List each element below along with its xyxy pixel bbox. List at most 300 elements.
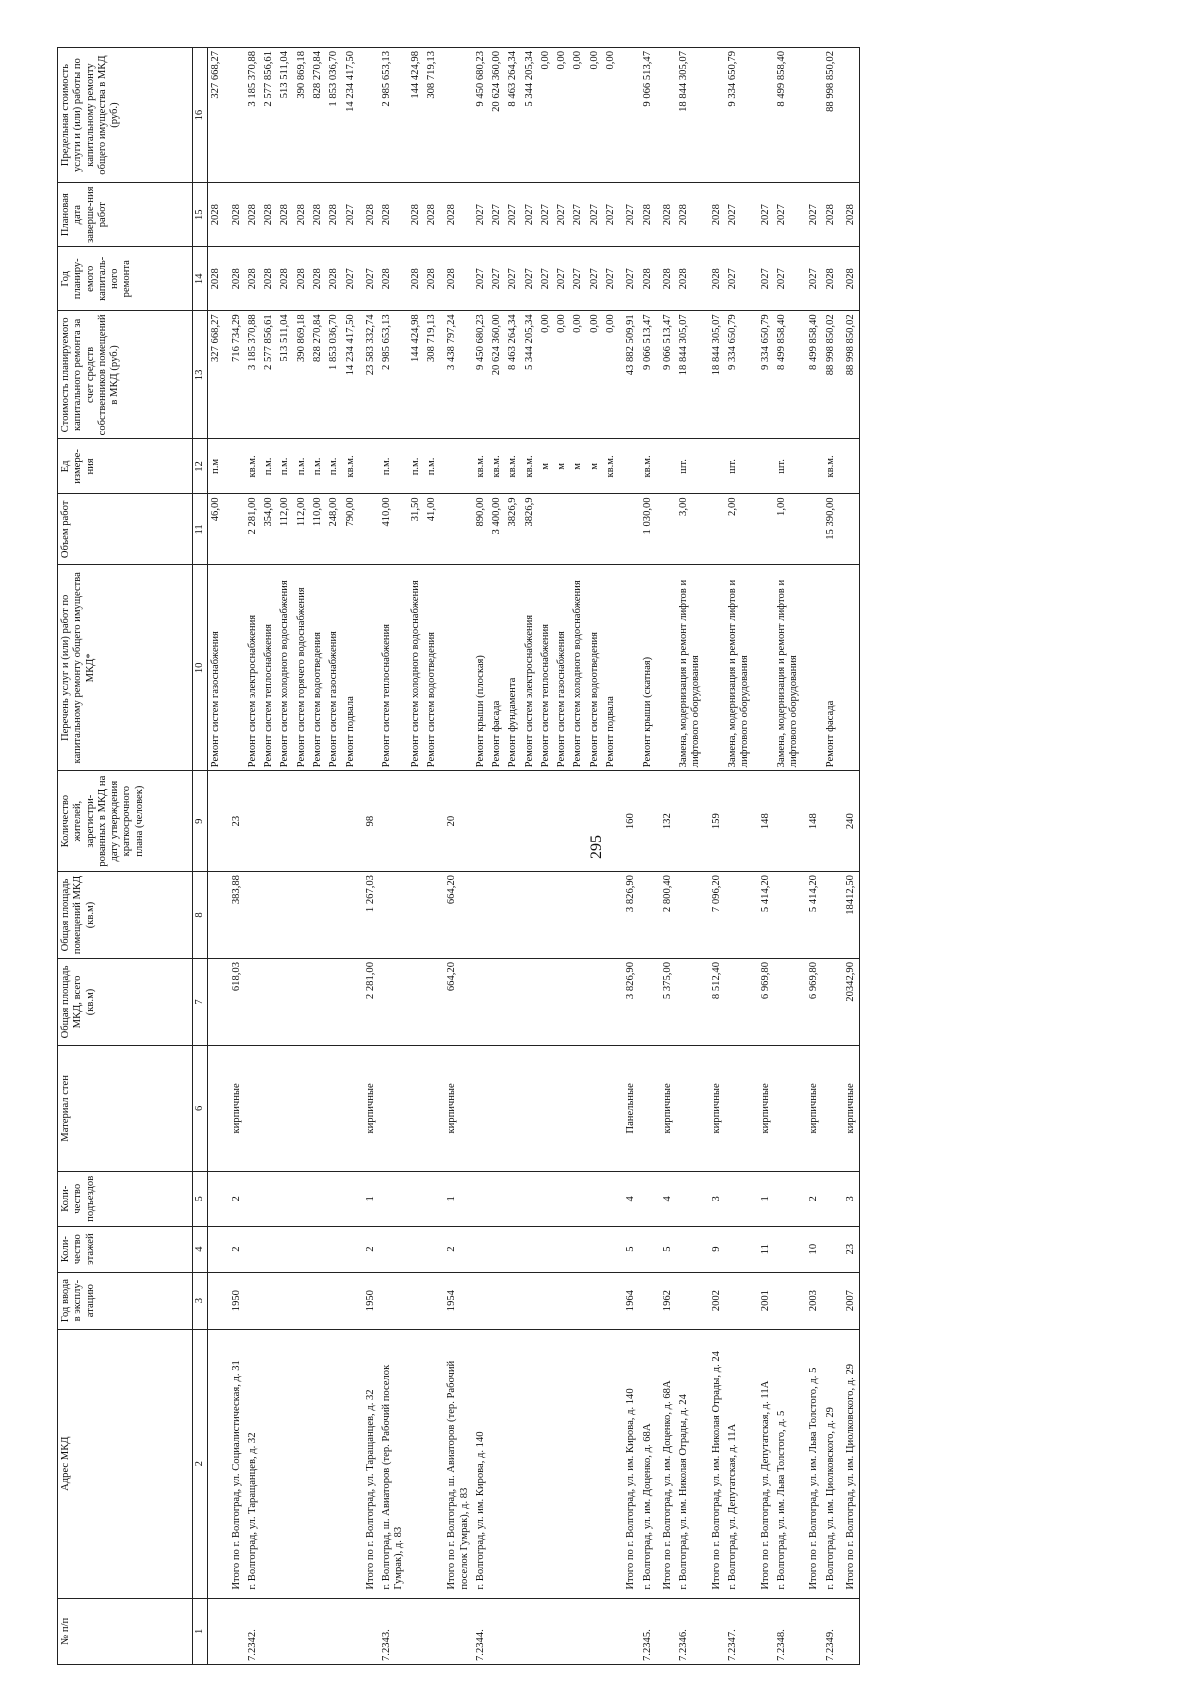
table-cell: [725, 1045, 754, 1171]
table-cell: [603, 1598, 619, 1664]
table-cell: 2: [225, 1171, 245, 1226]
table-cell: [343, 771, 359, 872]
table-cell: кирпичные: [359, 1045, 379, 1171]
table-row: [408, 48, 424, 1665]
table-cell: [359, 494, 379, 565]
table-cell: 1: [754, 1171, 774, 1226]
table-cell: 2028: [277, 183, 293, 247]
table-cell: 2: [359, 1226, 379, 1272]
table-cell: 2028: [379, 183, 408, 247]
table-cell: 1: [440, 1171, 473, 1226]
table-cell: г. Волгоград, ш. Авиаторов (тер. Рабочий поселок Гумрак), д. 83: [379, 1329, 408, 1598]
table-cell: [245, 958, 261, 1045]
table-cell: 2 577 856,61: [261, 48, 277, 183]
table-row: [489, 48, 505, 1665]
table-cell: кирпичные: [440, 1045, 473, 1171]
table-cell: [603, 1329, 619, 1598]
table-cell: м: [587, 439, 603, 494]
header-cell: Год планиру-емого капиталь-ного ремонта: [58, 247, 193, 311]
table-cell: [261, 771, 277, 872]
table-cell: [261, 872, 277, 959]
table-cell: 2027: [554, 247, 570, 311]
table-cell: [554, 771, 570, 872]
table-cell: [587, 1272, 603, 1329]
table-cell: [379, 771, 408, 872]
table-cell: [774, 1272, 803, 1329]
table-cell: [570, 1226, 586, 1272]
table-cell: 2028: [839, 183, 860, 247]
table-cell: [408, 771, 424, 872]
table-cell: [245, 771, 261, 872]
table-cell: Итого по г. Волгоград, ул. им. Циолковского, д. 29: [839, 1329, 860, 1598]
table-cell: г. Волгоград, ул. им. Циолковского, д. 29: [823, 1329, 839, 1598]
table-cell: 2027: [343, 183, 359, 247]
table-cell: [587, 1598, 603, 1664]
table-row: [225, 48, 245, 1665]
table-cell: 2027: [774, 247, 803, 311]
table-cell: п.м.: [294, 439, 310, 494]
table-cell: [587, 1045, 603, 1171]
table-cell: [294, 1598, 310, 1664]
table-cell: 240: [839, 771, 860, 872]
table-cell: [619, 565, 639, 771]
table-cell: [656, 48, 676, 183]
table-cell: [424, 771, 440, 872]
table-cell: 2028: [705, 247, 725, 311]
table-cell: 2 800,40: [656, 872, 676, 959]
table-cell: [656, 494, 676, 565]
table-cell: 6 969,80: [802, 958, 822, 1045]
table-cell: 2,00: [725, 494, 754, 565]
table-cell: [225, 1598, 245, 1664]
table-cell: 2 281,00: [359, 958, 379, 1045]
table-cell: 2027: [505, 183, 521, 247]
table-cell: 1: [359, 1171, 379, 1226]
table-row: [774, 48, 803, 1665]
table-cell: [326, 872, 342, 959]
table-cell: 664,20: [440, 872, 473, 959]
table-cell: [310, 771, 326, 872]
table-cell: [725, 872, 754, 959]
table-cell: Замена, модернизация и ремонт лифтов и лифтового оборудования: [774, 565, 803, 771]
table-cell: Ремонт систем водоотведения: [587, 565, 603, 771]
column-index: 7: [193, 958, 208, 1045]
header-row: [58, 48, 193, 1665]
table-cell: г. Волгоград, ул. им. Кирова, д. 140: [473, 1329, 489, 1598]
table-cell: [538, 1171, 554, 1226]
table-cell: 2003: [802, 1272, 822, 1329]
table-cell: [619, 439, 639, 494]
table-cell: [705, 494, 725, 565]
table-cell: 7.2348.: [774, 1598, 803, 1664]
table-cell: кв.м.: [343, 439, 359, 494]
table-cell: [245, 1272, 261, 1329]
table-cell: [489, 958, 505, 1045]
table-cell: [505, 958, 521, 1045]
table-cell: 112,00: [294, 494, 310, 565]
table-cell: [424, 1045, 440, 1171]
table-cell: 2027: [473, 247, 489, 311]
table-cell: 2027: [802, 183, 822, 247]
table-cell: [554, 958, 570, 1045]
table-cell: 9 334 650,79: [725, 48, 754, 183]
table-cell: [408, 1272, 424, 1329]
table-cell: [310, 1329, 326, 1598]
table-cell: 2028: [326, 183, 342, 247]
table-cell: м: [554, 439, 570, 494]
table-cell: 2028: [379, 247, 408, 311]
table-cell: [245, 1171, 261, 1226]
table-cell: 327 668,27: [208, 48, 225, 183]
table-cell: [261, 1045, 277, 1171]
table-cell: [522, 1329, 538, 1598]
table-cell: кирпичные: [754, 1045, 774, 1171]
table-cell: [277, 958, 293, 1045]
table-cell: 8 499 858,40: [774, 311, 803, 439]
table-row: [522, 48, 538, 1665]
header-cell: Материал стен: [58, 1045, 193, 1171]
table-cell: 1,00: [774, 494, 803, 565]
table-cell: 9 066 513,47: [640, 48, 656, 183]
table-cell: [839, 565, 860, 771]
table-cell: 2028: [261, 247, 277, 311]
table-cell: [408, 1226, 424, 1272]
table-cell: [245, 872, 261, 959]
table-cell: кв.м.: [489, 439, 505, 494]
table-cell: [554, 1598, 570, 1664]
table-cell: [208, 872, 225, 959]
table-cell: 15 390,00: [823, 494, 839, 565]
column-index: 8: [193, 872, 208, 959]
column-index: 11: [193, 494, 208, 565]
table-cell: 7.2345.: [640, 1598, 656, 1664]
table-cell: [225, 494, 245, 565]
table-cell: [343, 1272, 359, 1329]
table-cell: [440, 48, 473, 183]
table-cell: 132: [656, 771, 676, 872]
table-cell: [774, 1171, 803, 1226]
table-cell: [261, 1171, 277, 1226]
table-cell: [225, 565, 245, 771]
table-cell: [424, 1226, 440, 1272]
table-cell: [424, 1272, 440, 1329]
table-cell: шт.: [676, 439, 705, 494]
table-cell: [754, 1598, 774, 1664]
table-cell: 0,00: [554, 48, 570, 183]
table-cell: 2027: [359, 247, 379, 311]
table-cell: [326, 1598, 342, 1664]
table-cell: [570, 1171, 586, 1226]
table-cell: 3 826,90: [619, 958, 639, 1045]
table-cell: г. Волгоград, ул. Депутатская, д. 11А: [725, 1329, 754, 1598]
table-cell: [587, 771, 603, 872]
table-cell: [640, 771, 656, 872]
table-cell: 1 030,00: [640, 494, 656, 565]
table-cell: [676, 1045, 705, 1171]
table-cell: 2028: [225, 183, 245, 247]
table-cell: [570, 1045, 586, 1171]
table-cell: 2028: [277, 247, 293, 311]
table-row: [245, 48, 261, 1665]
table-cell: 513 511,04: [277, 311, 293, 439]
table-cell: [554, 1329, 570, 1598]
table-body: [208, 48, 860, 1665]
table-cell: [640, 1272, 656, 1329]
table-cell: 88 998 850,02: [839, 311, 860, 439]
table-cell: [326, 1226, 342, 1272]
table-cell: п.м.: [424, 439, 440, 494]
table-cell: [823, 1272, 839, 1329]
table-cell: 327 668,27: [208, 311, 225, 439]
table-cell: 2027: [538, 183, 554, 247]
table-cell: [408, 958, 424, 1045]
table-cell: [802, 494, 822, 565]
column-index: 14: [193, 247, 208, 311]
table-cell: 18412,50: [839, 872, 860, 959]
table-cell: 2028: [294, 183, 310, 247]
table-cell: [225, 48, 245, 183]
table-cell: [522, 958, 538, 1045]
table-cell: 2027: [754, 247, 774, 311]
table-cell: Ремонт систем теплоснабжения: [261, 565, 277, 771]
table-cell: [754, 494, 774, 565]
table-cell: Ремонт систем теплоснабжения: [538, 565, 554, 771]
table-cell: кв.м.: [473, 439, 489, 494]
table-cell: 1950: [225, 1272, 245, 1329]
table-row: [640, 48, 656, 1665]
table-cell: 5 414,20: [802, 872, 822, 959]
table-cell: 2027: [554, 183, 570, 247]
table-cell: 43 882 509,91: [619, 311, 639, 439]
table-cell: [440, 1598, 473, 1664]
table-cell: 2028: [326, 247, 342, 311]
table-cell: 20 624 360,00: [489, 48, 505, 183]
header-cell: Перечень услуг и (или) работ по капитальному ремонту общего имущества МКД*: [58, 565, 193, 771]
table-cell: 3826,9: [522, 494, 538, 565]
table-cell: [554, 1226, 570, 1272]
table-cell: [408, 1171, 424, 1226]
table-cell: п.м.: [261, 439, 277, 494]
table-cell: Панельные: [619, 1045, 639, 1171]
table-row: [505, 48, 521, 1665]
table-cell: [554, 872, 570, 959]
table-cell: [774, 958, 803, 1045]
table-cell: Итого по г. Волгоград, ул. им. Николая Отрады, д. 24: [705, 1329, 725, 1598]
table-cell: 9 066 513,47: [656, 311, 676, 439]
table-cell: [277, 1272, 293, 1329]
table-cell: 2028: [440, 183, 473, 247]
table-cell: [208, 1226, 225, 1272]
table-cell: кирпичные: [656, 1045, 676, 1171]
table-cell: Ремонт систем газоснабжения: [326, 565, 342, 771]
table-cell: Итого по г. Волгоград, ул. им. Кирова, д. 140: [619, 1329, 639, 1598]
table-cell: [522, 1598, 538, 1664]
table-cell: [359, 439, 379, 494]
table-row: [359, 48, 379, 1665]
table-cell: 3: [705, 1171, 725, 1226]
table-row: [725, 48, 754, 1665]
table-cell: 2027: [603, 247, 619, 311]
table-cell: 1964: [619, 1272, 639, 1329]
table-cell: [570, 494, 586, 565]
table-cell: [343, 1045, 359, 1171]
table-cell: [408, 1045, 424, 1171]
table-cell: 23 583 332,74: [359, 311, 379, 439]
table-cell: [208, 1045, 225, 1171]
table-cell: 2028: [208, 183, 225, 247]
table-cell: 11: [754, 1226, 774, 1272]
table-cell: 110,00: [310, 494, 326, 565]
table-cell: 7.2349.: [823, 1598, 839, 1664]
table-cell: 6 969,80: [754, 958, 774, 1045]
table-cell: Ремонт систем электроснабжения: [522, 565, 538, 771]
table-cell: 3,00: [676, 494, 705, 565]
table-cell: [424, 1329, 440, 1598]
header-cell: Адрес МКД: [58, 1329, 193, 1598]
table-cell: 2028: [310, 183, 326, 247]
table-cell: [294, 1329, 310, 1598]
table-cell: 790,00: [343, 494, 359, 565]
table-cell: п.м.: [408, 439, 424, 494]
table-cell: 2027: [725, 183, 754, 247]
table-cell: [538, 872, 554, 959]
table-cell: кв.м.: [640, 439, 656, 494]
header-cell: Общая площадь МКД, всего (кв.м): [58, 958, 193, 1045]
table-cell: 1954: [440, 1272, 473, 1329]
table-cell: 716 734,29: [225, 311, 245, 439]
table-cell: 0,00: [603, 48, 619, 183]
column-index: 16: [193, 48, 208, 183]
table-cell: [424, 1171, 440, 1226]
table-cell: [489, 1226, 505, 1272]
table-cell: [505, 771, 521, 872]
table-cell: 2027: [570, 247, 586, 311]
table-cell: [277, 1045, 293, 1171]
table-cell: 664,20: [440, 958, 473, 1045]
table-cell: 148: [754, 771, 774, 872]
table-row: [473, 48, 489, 1665]
table-cell: [379, 1171, 408, 1226]
table-cell: [261, 1598, 277, 1664]
table-cell: [823, 1045, 839, 1171]
table-cell: 354,00: [261, 494, 277, 565]
table-cell: [359, 1598, 379, 1664]
table-cell: [310, 1045, 326, 1171]
rotated-table-container: [57, 47, 1197, 1665]
table-cell: [473, 1272, 489, 1329]
table-cell: [705, 565, 725, 771]
table-cell: кв.м.: [505, 439, 521, 494]
table-cell: 2028: [705, 183, 725, 247]
table-cell: 5 344 205,34: [522, 311, 538, 439]
column-index-row: [193, 48, 208, 1665]
table-cell: [705, 48, 725, 183]
page-number: 295: [588, 835, 605, 859]
table-cell: [676, 771, 705, 872]
table-row: [754, 48, 774, 1665]
table-cell: 308 719,13: [424, 48, 440, 183]
table-cell: [839, 48, 860, 183]
header-cell: Плановая дата заверше-ния работ: [58, 183, 193, 247]
table-cell: Итого по г. Волгоград, ш. Авиаторов (тер. Рабочий поселок Гумрак), д. 83: [440, 1329, 473, 1598]
table-cell: 2: [225, 1226, 245, 1272]
column-index: 5: [193, 1171, 208, 1226]
table-cell: [656, 565, 676, 771]
table-cell: 3: [839, 1171, 860, 1226]
table-cell: [343, 1598, 359, 1664]
header-cell: Предельная стоимость услуги и (или) работы по капитальному ремонту общего имущества в МКД (руб.): [58, 48, 193, 183]
table-cell: 2028: [245, 183, 261, 247]
table-cell: [754, 48, 774, 183]
table-cell: 3 185 370,88: [245, 48, 261, 183]
table-cell: [774, 1045, 803, 1171]
table-cell: [725, 771, 754, 872]
repair-plan-table: [57, 47, 860, 1665]
header-cell: Стоимость планируемого капитального ремонта за счет средств собственников помещений в МКД (руб.): [58, 311, 193, 439]
table-cell: Ремонт систем электроснабжения: [245, 565, 261, 771]
table-cell: кирпичные: [705, 1045, 725, 1171]
table-cell: 2028: [640, 183, 656, 247]
table-cell: 18 844 305,07: [705, 311, 725, 439]
table-cell: [705, 439, 725, 494]
table-cell: 2027: [522, 247, 538, 311]
table-cell: Итого по г. Волгоград, ул. Таращанцев, д. 32: [359, 1329, 379, 1598]
table-row: [656, 48, 676, 1665]
table-cell: [570, 958, 586, 1045]
table-cell: [538, 958, 554, 1045]
table-cell: кирпичные: [225, 1045, 245, 1171]
table-row: [208, 48, 225, 1665]
table-cell: Ремонт фундамента: [505, 565, 521, 771]
table-cell: [839, 494, 860, 565]
table-cell: 18 844 305,07: [676, 48, 705, 183]
table-cell: [725, 1171, 754, 1226]
table-cell: [310, 1226, 326, 1272]
table-cell: [823, 958, 839, 1045]
table-cell: [379, 872, 408, 959]
table-cell: п.м.: [277, 439, 293, 494]
table-cell: 5 344 205,34: [522, 48, 538, 183]
table-cell: [245, 1045, 261, 1171]
table-cell: 4: [656, 1171, 676, 1226]
table-cell: 2028: [408, 183, 424, 247]
table-cell: Ремонт крыши (скатная): [640, 565, 656, 771]
table-cell: [326, 1272, 342, 1329]
table-row: [802, 48, 822, 1665]
table-cell: Ремонт систем холодного водоснабжения: [570, 565, 586, 771]
table-cell: 2007: [839, 1272, 860, 1329]
table-cell: 2027: [587, 247, 603, 311]
table-cell: [823, 1226, 839, 1272]
table-cell: [326, 1045, 342, 1171]
table-cell: кв.м.: [603, 439, 619, 494]
table-cell: Ремонт крыши (плоская): [473, 565, 489, 771]
header-cell: Коли-чество этажей: [58, 1226, 193, 1272]
table-cell: [310, 1272, 326, 1329]
table-cell: [473, 1226, 489, 1272]
table-cell: [277, 1598, 293, 1664]
table-cell: 2028: [225, 247, 245, 311]
table-cell: [725, 1226, 754, 1272]
table-cell: [587, 958, 603, 1045]
table-cell: 0,00: [554, 311, 570, 439]
table-cell: 8 463 264,34: [505, 48, 521, 183]
table-cell: [379, 958, 408, 1045]
table-row: [440, 48, 473, 1665]
table-cell: [261, 958, 277, 1045]
table-cell: [505, 1045, 521, 1171]
table-cell: [505, 1598, 521, 1664]
